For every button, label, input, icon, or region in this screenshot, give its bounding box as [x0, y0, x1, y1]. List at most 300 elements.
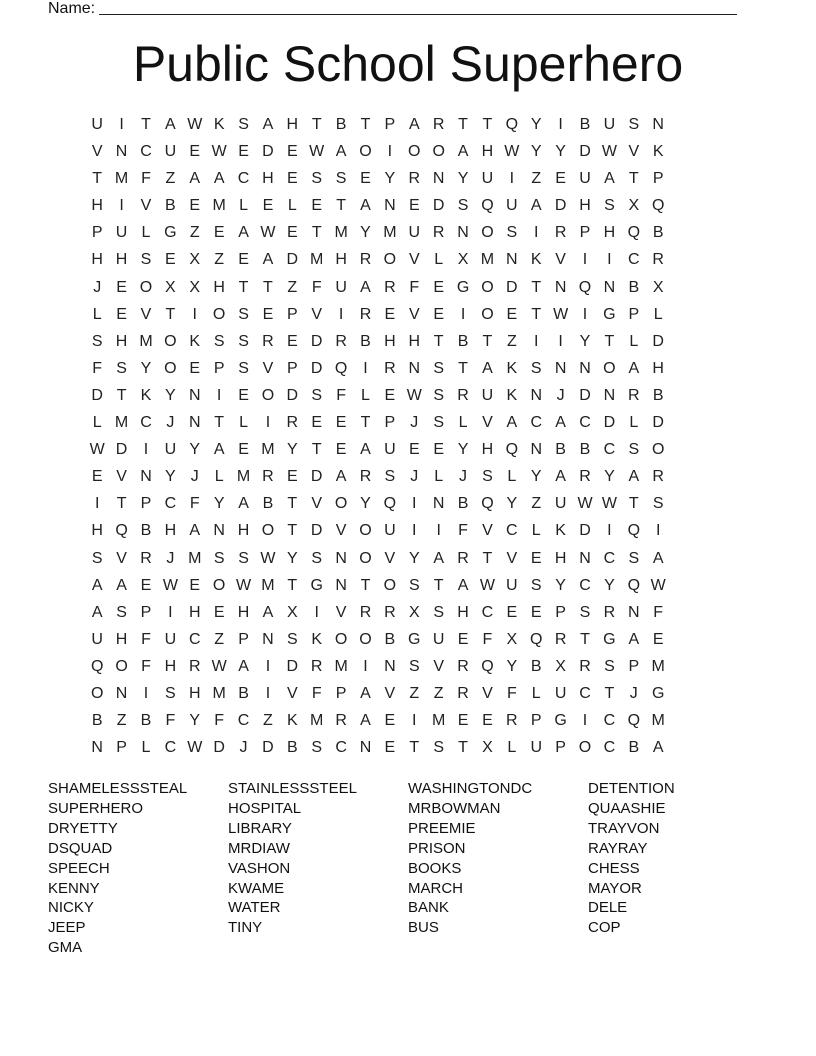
- page-title: Public School Superhero: [132, 36, 684, 92]
- grid-letter: M: [480, 251, 495, 269]
- grid-letter: S: [530, 576, 542, 594]
- grid-letter: V: [482, 684, 493, 702]
- grid-letter: P: [652, 170, 664, 188]
- grid-letter: N: [457, 224, 469, 242]
- grid-letter: V: [286, 684, 298, 702]
- grid-letter: A: [457, 576, 469, 594]
- grid-letter: S: [91, 549, 103, 567]
- grid-letter: T: [287, 495, 298, 513]
- grid-letter: B: [140, 712, 152, 730]
- word-bank-item: GMA: [48, 939, 83, 957]
- grid-letter: A: [506, 414, 518, 432]
- grid-letter: R: [432, 224, 445, 242]
- grid-letter: N: [408, 359, 421, 377]
- grid-letter: Z: [214, 630, 225, 648]
- grid-letter: E: [286, 332, 298, 350]
- grid-letter: J: [93, 278, 102, 296]
- grid-letter: M: [139, 332, 153, 350]
- grid-letter: S: [579, 603, 591, 621]
- grid-letter: P: [213, 359, 225, 377]
- grid-letter: N: [506, 251, 518, 269]
- grid-letter: N: [530, 441, 542, 459]
- grid-letter: V: [140, 305, 152, 323]
- grid-letter: F: [458, 522, 468, 540]
- grid-letter: R: [384, 278, 396, 296]
- grid-letter: C: [335, 739, 347, 757]
- grid-letter: E: [652, 630, 664, 648]
- grid-letter: A: [238, 495, 249, 513]
- grid-letter: C: [188, 630, 201, 648]
- grid-letter: I: [534, 224, 539, 242]
- grid-letter: V: [116, 549, 127, 567]
- grid-letter: D: [310, 332, 323, 350]
- grid-letter: O: [408, 143, 421, 161]
- grid-letter: E: [189, 197, 201, 215]
- grid-letter: E: [116, 305, 127, 323]
- grid-letter: C: [530, 414, 542, 432]
- grid-letter: I: [387, 143, 393, 161]
- grid-letter: Y: [457, 170, 469, 188]
- grid-letter: M: [212, 197, 226, 215]
- grid-row: [85, 222, 670, 249]
- grid-letter: S: [238, 305, 249, 323]
- grid-letter: D: [213, 739, 225, 757]
- grid-letter: T: [141, 116, 151, 133]
- grid-letter: Y: [530, 468, 542, 486]
- grid-letter: O: [212, 305, 226, 323]
- grid-letter: M: [114, 414, 129, 432]
- grid-row: [85, 304, 670, 331]
- grid-letter: U: [384, 441, 396, 459]
- word-bank-item: DETENTION: [588, 780, 675, 797]
- grid-letter: Y: [165, 468, 176, 486]
- grid-letter: H: [213, 278, 225, 296]
- grid-letter: S: [482, 468, 493, 486]
- grid-row: [85, 656, 670, 683]
- grid-letter: U: [603, 116, 616, 133]
- grid-letter: T: [336, 197, 346, 215]
- grid-letter: R: [554, 630, 567, 648]
- grid-letter: Q: [530, 630, 543, 648]
- grid-row: [85, 114, 670, 141]
- grid-row: [85, 629, 670, 656]
- grid-letter: J: [410, 468, 419, 486]
- grid-letter: E: [360, 170, 371, 188]
- grid-letter: M: [334, 224, 348, 242]
- grid-letter: D: [506, 278, 518, 296]
- grid-letter: R: [652, 468, 664, 486]
- grid-letter: J: [190, 468, 199, 486]
- grid-letter: U: [579, 170, 591, 188]
- grid-letter: O: [481, 278, 494, 296]
- grid-letter: B: [91, 712, 103, 730]
- grid-letter: O: [90, 684, 104, 702]
- grid-letter: L: [531, 684, 541, 702]
- grid-letter: H: [384, 332, 396, 350]
- grid-letter: E: [213, 603, 225, 621]
- grid-letter: R: [408, 170, 421, 188]
- grid-letter: E: [384, 712, 396, 730]
- grid-letter: S: [91, 332, 103, 350]
- grid-letter: S: [433, 359, 444, 377]
- grid-letter: A: [91, 603, 103, 621]
- grid-letter: L: [239, 414, 248, 432]
- grid-letter: K: [530, 251, 542, 269]
- grid-letter: S: [628, 441, 640, 459]
- grid-letter: T: [580, 630, 590, 648]
- grid-letter: Z: [214, 251, 225, 269]
- grid-letter: G: [456, 278, 470, 296]
- grid-letter: S: [311, 170, 323, 188]
- word-bank: [48, 779, 768, 979]
- grid-letter: E: [530, 549, 542, 567]
- grid-letter: R: [579, 468, 591, 486]
- grid-letter: Q: [627, 522, 641, 540]
- grid-letter: S: [238, 332, 249, 350]
- grid-letter: A: [360, 197, 371, 215]
- word-bank-item: MAYOR: [588, 879, 642, 897]
- grid-letter: R: [384, 359, 396, 377]
- grid-letter: R: [359, 468, 372, 486]
- grid-letter: O: [359, 549, 372, 567]
- name-field: [48, 0, 737, 18]
- grid-letter: H: [91, 522, 103, 540]
- grid-letter: E: [189, 143, 201, 161]
- grid-letter: L: [361, 386, 370, 404]
- grid-letter: I: [412, 522, 417, 540]
- grid-letter: V: [433, 657, 444, 675]
- grid-letter: T: [311, 116, 322, 133]
- grid-letter: E: [384, 739, 396, 757]
- grid-letter: O: [115, 657, 128, 675]
- grid-letter: B: [628, 739, 640, 757]
- grid-letter: I: [607, 251, 612, 269]
- word-bank-item: MRDIAW: [228, 839, 290, 857]
- grid-letter: R: [603, 603, 616, 621]
- grid-letter: O: [139, 278, 153, 296]
- grid-letter: B: [457, 332, 469, 350]
- grid-letter: T: [604, 684, 615, 702]
- grid-letter: O: [481, 305, 494, 323]
- grid-letter: G: [408, 630, 421, 648]
- grid-letter: T: [628, 495, 639, 513]
- grid-letter: B: [262, 495, 274, 513]
- grid-letter: B: [384, 630, 396, 648]
- grid-letter: B: [652, 224, 664, 242]
- grid-letter: Y: [579, 332, 591, 350]
- grid-letter: R: [457, 549, 469, 567]
- grid-letter: T: [214, 414, 225, 432]
- grid-letter: A: [408, 116, 420, 133]
- grid-letter: I: [582, 251, 588, 269]
- grid-letter: O: [481, 224, 494, 242]
- grid-letter: S: [530, 359, 542, 377]
- grid-letter: T: [628, 170, 639, 188]
- name-blank-line: [99, 0, 737, 15]
- grid-letter: S: [604, 197, 615, 215]
- grid-letter: A: [482, 359, 493, 377]
- grid-letter: M: [188, 549, 202, 567]
- grid-letter: U: [91, 116, 103, 133]
- grid-letter: L: [653, 305, 663, 323]
- grid-letter: A: [628, 359, 640, 377]
- grid-letter: Y: [408, 549, 420, 567]
- grid-letter: L: [434, 251, 444, 269]
- word-bank-item: KENNY: [48, 879, 100, 897]
- grid-letter: D: [310, 359, 323, 377]
- grid-letter: N: [213, 522, 225, 540]
- grid-letter: F: [311, 684, 322, 702]
- grid-letter: H: [335, 251, 347, 269]
- word-bank-item: MARCH: [408, 879, 463, 897]
- grid-letter: T: [458, 359, 468, 377]
- grid-letter: Z: [531, 495, 542, 513]
- grid-letter: I: [363, 657, 368, 675]
- grid-row: [85, 548, 670, 575]
- grid-letter: I: [119, 197, 124, 215]
- grid-letter: N: [262, 630, 274, 648]
- grid-letter: H: [457, 603, 469, 621]
- grid-letter: F: [311, 278, 322, 296]
- grid-letter: F: [214, 712, 225, 730]
- grid-letter: O: [164, 332, 177, 350]
- grid-letter: N: [432, 170, 445, 188]
- grid-letter: F: [409, 278, 420, 296]
- grid-letter: S: [384, 468, 396, 486]
- grid-letter: Q: [651, 197, 665, 215]
- grid-letter: V: [311, 305, 323, 323]
- grid-letter: L: [629, 332, 639, 350]
- grid-letter: H: [652, 359, 664, 377]
- grid-letter: U: [432, 630, 445, 648]
- grid-letter: T: [458, 116, 468, 133]
- grid-letter: B: [628, 278, 640, 296]
- grid-row: [85, 520, 670, 547]
- word-bank-item: VASHON: [228, 859, 291, 877]
- grid-letter: K: [286, 712, 298, 730]
- grid-letter: T: [482, 332, 493, 350]
- grid-letter: O: [261, 386, 275, 404]
- grid-letter: Q: [383, 495, 397, 513]
- word-bank-item: PREEMIE: [408, 819, 476, 837]
- word-bank-item: TRAYVON: [588, 819, 660, 837]
- grid-letter: A: [555, 414, 566, 432]
- grid-row: [85, 683, 670, 710]
- grid-letter: S: [433, 386, 444, 404]
- grid-letter: S: [628, 549, 640, 567]
- grid-letter: E: [311, 197, 323, 215]
- grid-letter: T: [360, 414, 371, 432]
- grid-letter: U: [481, 170, 494, 188]
- grid-letter: E: [286, 143, 298, 161]
- grid-row: [85, 737, 670, 764]
- word-bank-item: RAYRAY: [588, 839, 648, 857]
- grid-letter: A: [360, 441, 371, 459]
- grid-letter: P: [140, 495, 152, 513]
- grid-row: [85, 249, 670, 276]
- grid-letter: A: [604, 170, 615, 188]
- grid-letter: P: [335, 684, 347, 702]
- grid-letter: J: [629, 684, 638, 702]
- grid-letter: Y: [555, 143, 566, 161]
- grid-letter: O: [578, 739, 592, 757]
- grid-letter: M: [310, 712, 324, 730]
- grid-letter: J: [410, 414, 419, 432]
- grid-letter: E: [286, 468, 298, 486]
- word-bank-item: BOOKS: [408, 859, 462, 877]
- grid-letter: Y: [140, 359, 152, 377]
- grid-letter: C: [603, 549, 616, 567]
- grid-letter: H: [481, 143, 494, 161]
- grid-letter: I: [143, 441, 149, 459]
- grid-letter: A: [530, 197, 542, 215]
- word-bank-column: [228, 779, 408, 938]
- grid-letter: S: [604, 657, 615, 675]
- grid-letter: C: [579, 684, 591, 702]
- grid-letter: C: [628, 251, 640, 269]
- grid-letter: Z: [433, 684, 444, 702]
- grid-letter: W: [650, 576, 666, 594]
- grid-letter: W: [601, 495, 617, 513]
- grid-letter: M: [651, 712, 665, 730]
- grid-letter: A: [335, 143, 347, 161]
- grid-letter: P: [555, 739, 566, 757]
- grid-letter: E: [384, 305, 396, 323]
- grid-letter: A: [262, 251, 274, 269]
- word-bank-item: PRISON: [408, 839, 466, 857]
- grid-letter: N: [91, 739, 103, 757]
- grid-letter: K: [140, 386, 152, 404]
- grid-letter: F: [506, 684, 517, 702]
- word-bank-item: COP: [588, 919, 621, 937]
- word-bank-item: LIBRARY: [228, 819, 292, 837]
- grid-letter: H: [164, 657, 177, 675]
- grid-letter: R: [140, 549, 152, 567]
- grid-letter: R: [310, 657, 323, 675]
- grid-letter: R: [432, 116, 445, 133]
- grid-letter: N: [530, 386, 542, 404]
- grid-letter: V: [311, 495, 323, 513]
- grid-letter: J: [166, 414, 175, 432]
- grid-letter: L: [92, 414, 102, 432]
- grid-letter: E: [238, 143, 249, 161]
- grid-letter: O: [359, 522, 372, 540]
- grid-row: [85, 710, 670, 737]
- grid-letter: D: [579, 522, 591, 540]
- grid-letter: D: [554, 197, 567, 215]
- grid-letter: P: [384, 414, 396, 432]
- grid-letter: Q: [481, 495, 494, 513]
- grid-letter: Y: [384, 170, 396, 188]
- grid-letter: T: [531, 305, 542, 323]
- grid-letter: I: [94, 495, 100, 513]
- grid-letter: T: [482, 549, 493, 567]
- grid-letter: A: [91, 576, 103, 594]
- grid-letter: F: [189, 495, 200, 513]
- grid-letter: C: [579, 576, 591, 594]
- grid-row: [85, 385, 670, 412]
- grid-letter: Q: [505, 116, 519, 133]
- grid-letter: V: [262, 359, 274, 377]
- grid-letter: S: [311, 549, 323, 567]
- grid-letter: W: [577, 495, 593, 513]
- grid-letter: R: [457, 386, 469, 404]
- grid-letter: W: [479, 576, 495, 594]
- grid-letter: E: [335, 414, 347, 432]
- grid-letter: B: [530, 657, 542, 675]
- grid-letter: T: [409, 739, 420, 757]
- grid-letter: N: [384, 657, 396, 675]
- grid-letter: F: [141, 657, 151, 675]
- grid-letter: M: [334, 657, 348, 675]
- grid-letter: E: [506, 305, 518, 323]
- word-bank-item: QUAASHIE: [588, 799, 666, 817]
- grid-letter: Y: [213, 495, 225, 513]
- grid-letter: N: [554, 359, 567, 377]
- grid-letter: M: [261, 576, 275, 594]
- grid-letter: U: [335, 278, 347, 296]
- grid-letter: E: [238, 386, 249, 404]
- grid-letter: U: [408, 224, 421, 242]
- grid-letter: A: [262, 603, 274, 621]
- word-bank-item: DSQUAD: [48, 839, 113, 857]
- grid-row: [85, 195, 670, 222]
- grid-letter: T: [433, 332, 444, 350]
- grid-letter: H: [115, 630, 128, 648]
- grid-letter: H: [164, 522, 177, 540]
- grid-letter: Q: [627, 224, 641, 242]
- grid-letter: S: [238, 549, 249, 567]
- grid-letter: T: [238, 278, 249, 296]
- grid-letter: I: [509, 170, 515, 188]
- grid-letter: W: [553, 305, 569, 323]
- grid-letter: Z: [409, 684, 420, 702]
- grid-letter: U: [554, 684, 567, 702]
- grid-letter: T: [263, 278, 273, 296]
- grid-letter: B: [555, 441, 566, 459]
- grid-letter: C: [164, 495, 177, 513]
- grid-letter: R: [359, 603, 372, 621]
- word-bank-item: DELE: [588, 899, 628, 917]
- grid-letter: U: [530, 739, 542, 757]
- grid-letter: A: [360, 712, 371, 730]
- grid-letter: I: [607, 522, 612, 540]
- grid-letter: E: [408, 197, 420, 215]
- grid-letter: W: [260, 549, 276, 567]
- grid-letter: S: [116, 603, 127, 621]
- grid-letter: S: [311, 739, 323, 757]
- grid-letter: D: [603, 414, 616, 432]
- word-bank-item: STAINLESSSTEEL: [228, 780, 357, 797]
- grid-letter: D: [286, 386, 299, 404]
- grid-letter: H: [237, 522, 250, 540]
- grid-letter: T: [458, 739, 468, 757]
- grid-letter: H: [579, 197, 591, 215]
- grid-row: [85, 439, 670, 466]
- grid-letter: D: [652, 332, 664, 350]
- grid-letter: A: [360, 684, 371, 702]
- grid-row: [85, 493, 670, 520]
- grid-letter: A: [457, 143, 469, 161]
- grid-letter: Y: [189, 441, 201, 459]
- grid-letter: P: [530, 712, 542, 730]
- grid-letter: T: [360, 576, 371, 594]
- grid-letter: N: [579, 549, 591, 567]
- grid-letter: Y: [604, 468, 615, 486]
- grid-letter: T: [433, 576, 444, 594]
- grid-letter: M: [212, 684, 226, 702]
- grid-letter: N: [652, 116, 664, 133]
